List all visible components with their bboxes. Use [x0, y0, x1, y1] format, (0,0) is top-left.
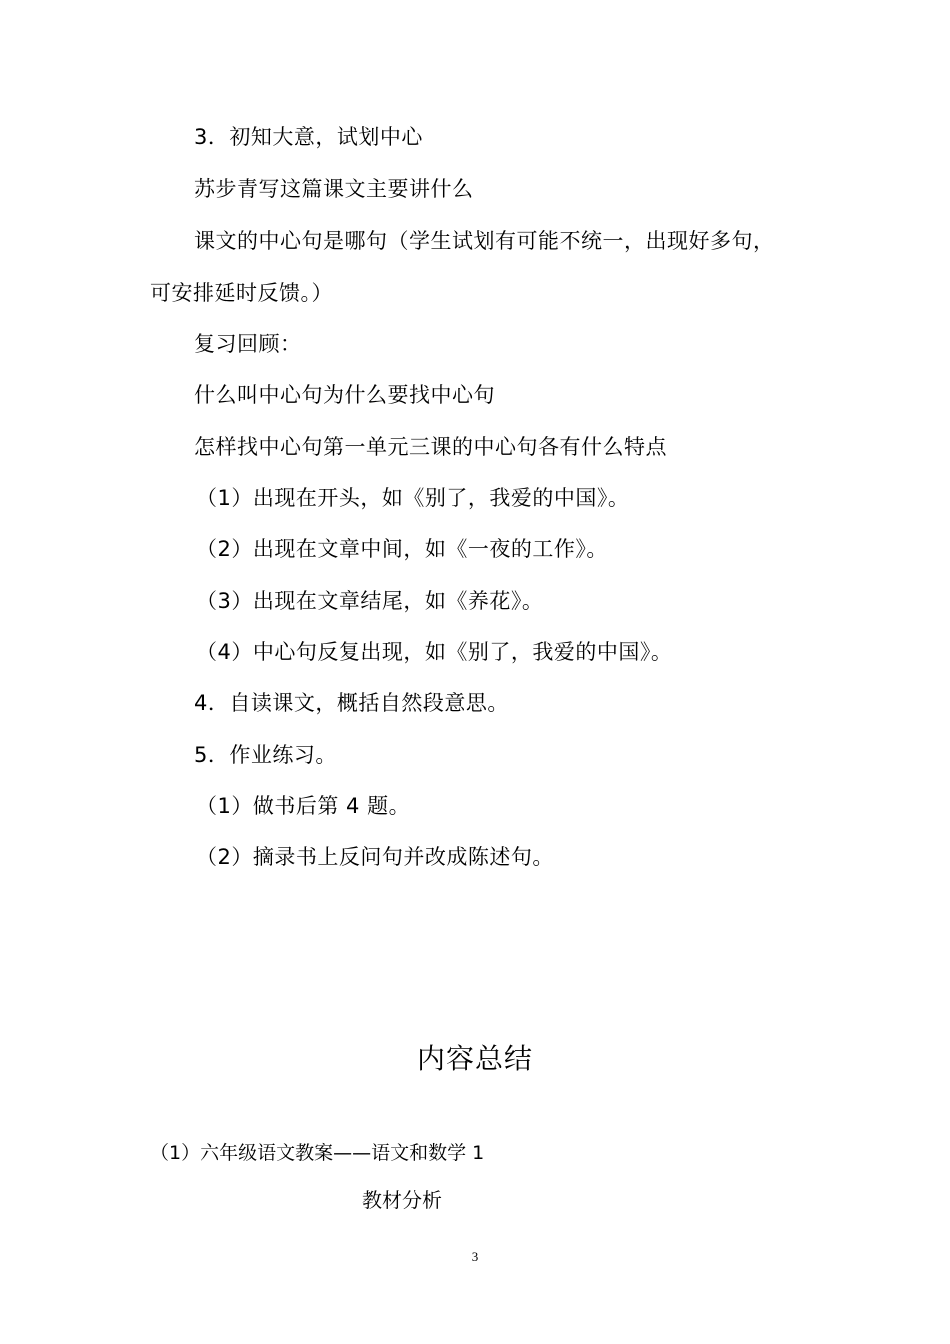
body-paragraph: 怎样找中心句第一单元三课的中心句各有什么特点: [194, 435, 667, 459]
summary-item: （1）六年级语文教案——语文和数学 1: [150, 1142, 485, 1164]
review-heading: 复习回顾：: [194, 332, 302, 356]
body-paragraph: 课文的中心句是哪句（学生试划有可能不统一，出现好多句，: [194, 229, 775, 253]
body-paragraph: 什么叫中心句为什么要找中心句: [194, 383, 495, 407]
body-paragraph: 苏步青写这篇课文主要讲什么: [194, 177, 474, 201]
step-3-heading: 3．初知大意，试划中心: [194, 125, 423, 149]
step-5-heading: 5．作业练习。: [194, 743, 337, 767]
page-number: 3: [471, 1249, 479, 1264]
list-item: （2）摘录书上反问句并改成陈述句。: [196, 845, 554, 869]
step-4-heading: 4．自读课文，概括自然段意思。: [194, 691, 509, 715]
summary-title: 内容总结: [416, 1042, 533, 1075]
body-paragraph-continuation: 可安排延时反馈。）: [150, 281, 333, 305]
list-item: （1）做书后第 4 题。: [196, 794, 411, 818]
summary-subtitle: 教材分析: [362, 1188, 442, 1212]
list-item: （4）中心句反复出现，如《别了，我爱的中国》。: [196, 640, 673, 664]
list-item: （2）出现在文章中间，如《一夜的工作》。: [196, 537, 608, 561]
list-item: （1）出现在开头，如《别了，我爱的中国》。: [196, 486, 630, 510]
list-item: （3）出现在文章结尾，如《养花》。: [196, 589, 544, 613]
